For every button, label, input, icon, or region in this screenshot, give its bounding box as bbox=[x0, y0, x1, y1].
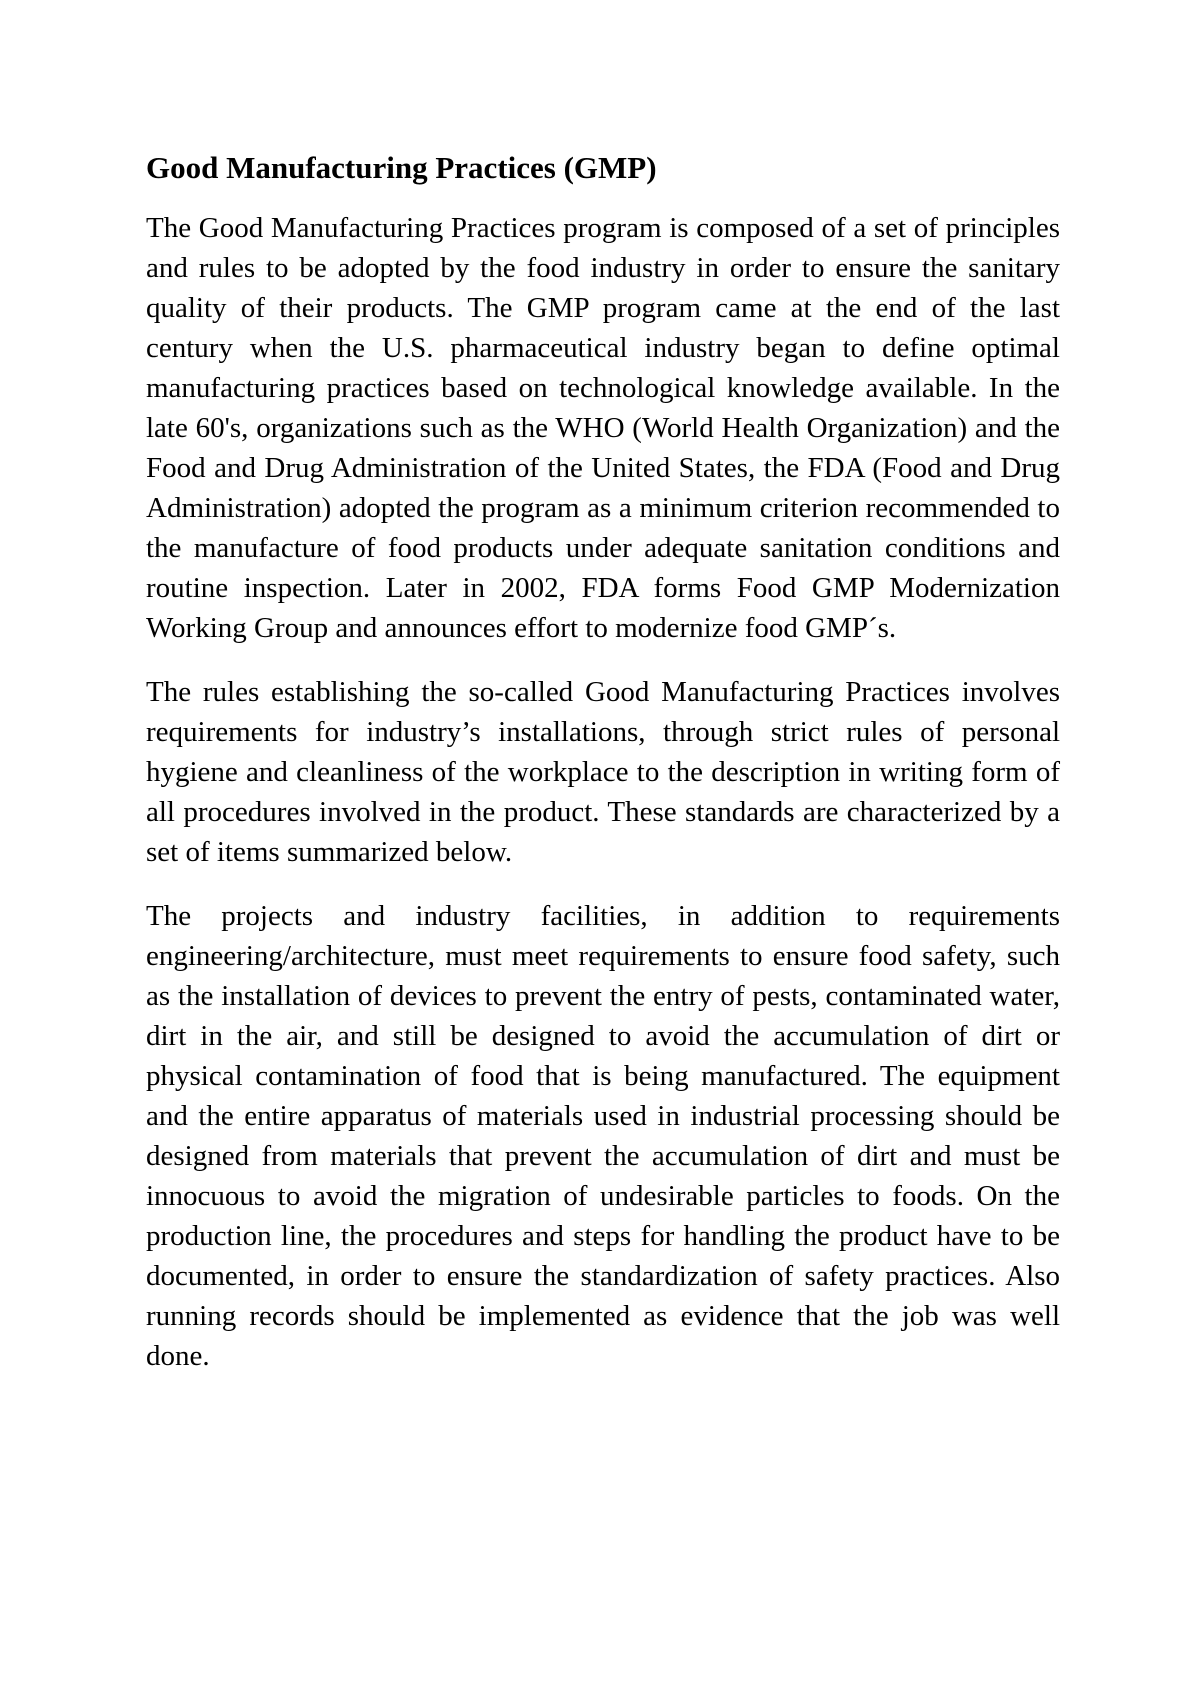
document-body bbox=[146, 148, 1060, 1400]
paragraph-facilities-requirements: The projects and industry facilities, in addition to requirements engineering/architecture, must meet requirements to ensure food safety, such as the installation of devices to prevent the entry of pests, contaminated water, dirt in the air, and still be designed to avoid the accumulation of dirt or physical contamination of food that is being manufactured. The equipment and the entire apparatus of materials used in industrial processing should be designed from materials that prevent the accumulation of dirt and must be innocuous to avoid the migration of undesirable particles to foods. On the production line, the procedures and steps for handling the product have to be documented, in order to ensure the standardization of safety practices. Also running records should be implemented as evidence that the job was well done. bbox=[146, 900, 1060, 1372]
paragraph-gmp-rules: The rules establishing the so-called Good Manufacturing Practices involves requirements for industry’s installations, through strict rules of personal hygiene and cleanliness of the workplace to the description in writing form of all procedures involved in the product. These standards are characterized by a set of items summarized below. bbox=[146, 676, 1060, 868]
paragraph-gmp-program-history: The Good Manufacturing Practices program is composed of a set of principles and rules to be adopted by the food industry in order to ensure the sanitary quality of their products. The GMP program came at the end of the last century when the U.S. pharmaceutical industry began to define optimal manufacturing practices based on technological knowledge available. In the late 60's, organizations such as the WHO (World Health Organization) and the Food and Drug Administration of the United States, the FDA (Food and Drug Administration) adopted the program as a minimum criterion recommended to the manufacture of food products under adequate sanitation conditions and routine inspection. Later in 2002, FDA forms Food GMP Modernization Working Group and announces effort to modernize food GMP´s. bbox=[146, 212, 1060, 644]
document-title: Good Manufacturing Practices (GMP) bbox=[146, 150, 657, 185]
